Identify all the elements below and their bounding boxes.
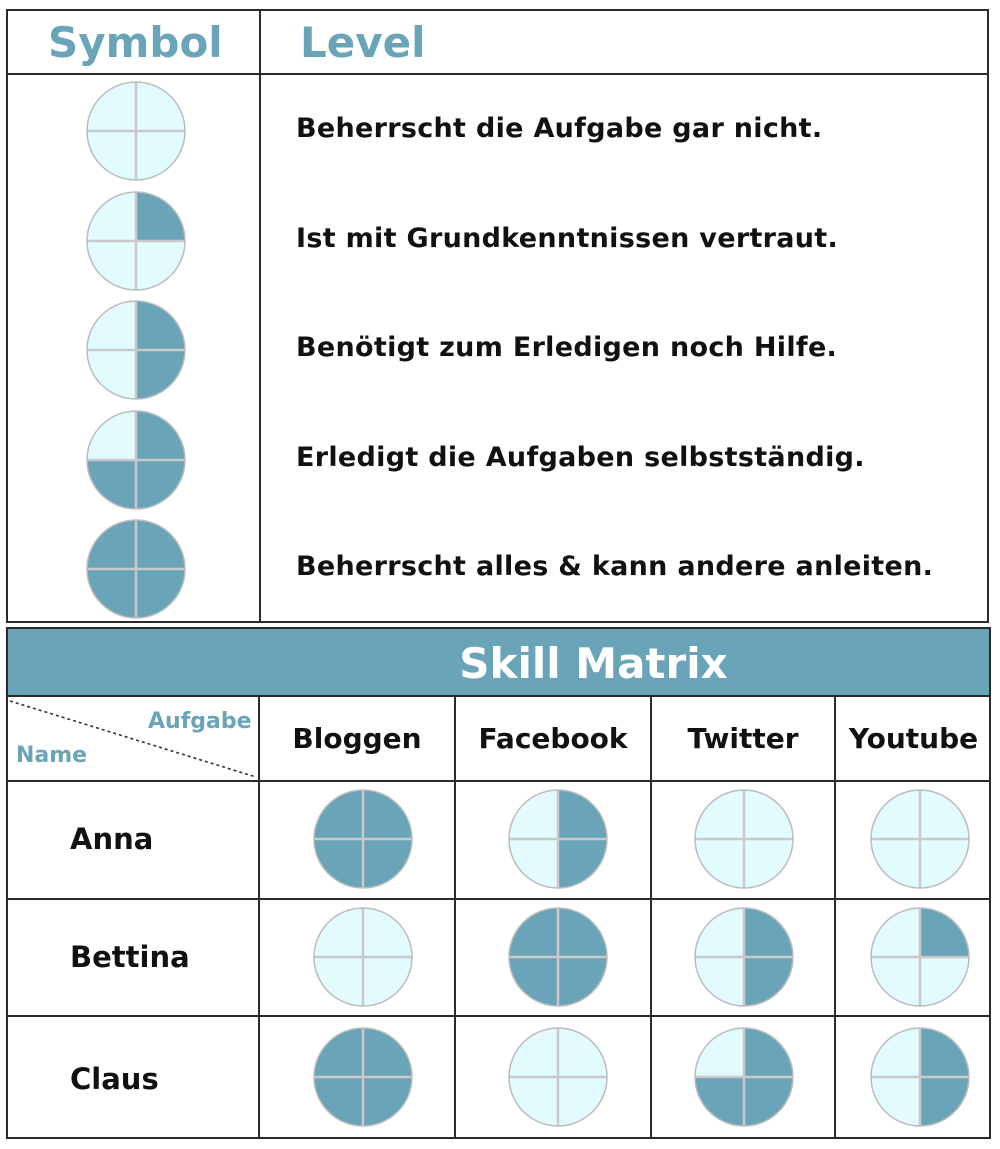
task-header-bloggen: Bloggen — [292, 722, 422, 755]
matrix-divider-v1 — [258, 697, 260, 1137]
matrix-divider-v4 — [834, 697, 836, 1137]
matrix-divider-v3 — [650, 697, 652, 1137]
level-4-pie-icon — [84, 517, 188, 621]
level-3-description: Erledigt die Aufgaben selbstständig. — [296, 442, 865, 473]
legend-row-1 — [8, 187, 987, 295]
level-0-pie-icon — [84, 79, 188, 183]
legend-row-3 — [8, 406, 987, 514]
person-name-bettina: Bettina — [70, 940, 190, 974]
anna-bloggen-pie-icon — [311, 787, 415, 891]
task-header-twitter: Twitter — [687, 722, 799, 755]
legend-row-0 — [8, 77, 987, 185]
level-3-pie-icon — [84, 408, 188, 512]
skill-matrix-table — [6, 697, 991, 1139]
level-4-description: Beherrscht alles & kann andere anleiten. — [296, 551, 934, 582]
legend-row-2 — [8, 296, 987, 404]
skill-matrix-banner — [6, 627, 991, 697]
level-2-description: Benötigt zum Erledigen noch Hilfe. — [296, 332, 838, 363]
person-name-claus: Claus — [70, 1062, 159, 1096]
matrix-divider-v2 — [454, 697, 456, 1137]
matrix-divider-h2 — [8, 898, 989, 900]
task-header-youtube: Youtube — [848, 722, 979, 755]
level-0-description: Beherrscht die Aufgabe gar nicht. — [296, 113, 823, 144]
bettina-facebook-pie-icon — [506, 905, 610, 1009]
level-2-pie-icon — [84, 298, 188, 402]
claus-youtube-pie-icon — [868, 1025, 972, 1129]
legend-header-divider — [8, 73, 987, 75]
bettina-bloggen-pie-icon — [311, 905, 415, 1009]
claus-bloggen-pie-icon — [311, 1025, 415, 1129]
bettina-twitter-pie-icon — [692, 905, 796, 1009]
legend-row-4 — [8, 515, 987, 623]
anna-twitter-pie-icon — [692, 787, 796, 891]
corner-name-label: Name — [16, 743, 88, 768]
symbol-header: Symbol — [48, 18, 223, 67]
claus-facebook-pie-icon — [506, 1025, 610, 1129]
level-header: Level — [300, 18, 426, 67]
anna-facebook-pie-icon — [506, 787, 610, 891]
anna-youtube-pie-icon — [868, 787, 972, 891]
skill-matrix-title: Skill Matrix — [459, 639, 728, 688]
legend-table — [6, 9, 989, 623]
task-header-facebook: Facebook — [478, 722, 628, 755]
claus-twitter-pie-icon — [692, 1025, 796, 1129]
person-name-anna: Anna — [70, 822, 154, 856]
bettina-youtube-pie-icon — [868, 905, 972, 1009]
corner-task-label: Aufgabe — [148, 709, 252, 734]
level-1-description: Ist mit Grundkenntnissen vertraut. — [296, 223, 839, 254]
matrix-divider-h3 — [8, 1015, 989, 1017]
level-1-pie-icon — [84, 189, 188, 293]
